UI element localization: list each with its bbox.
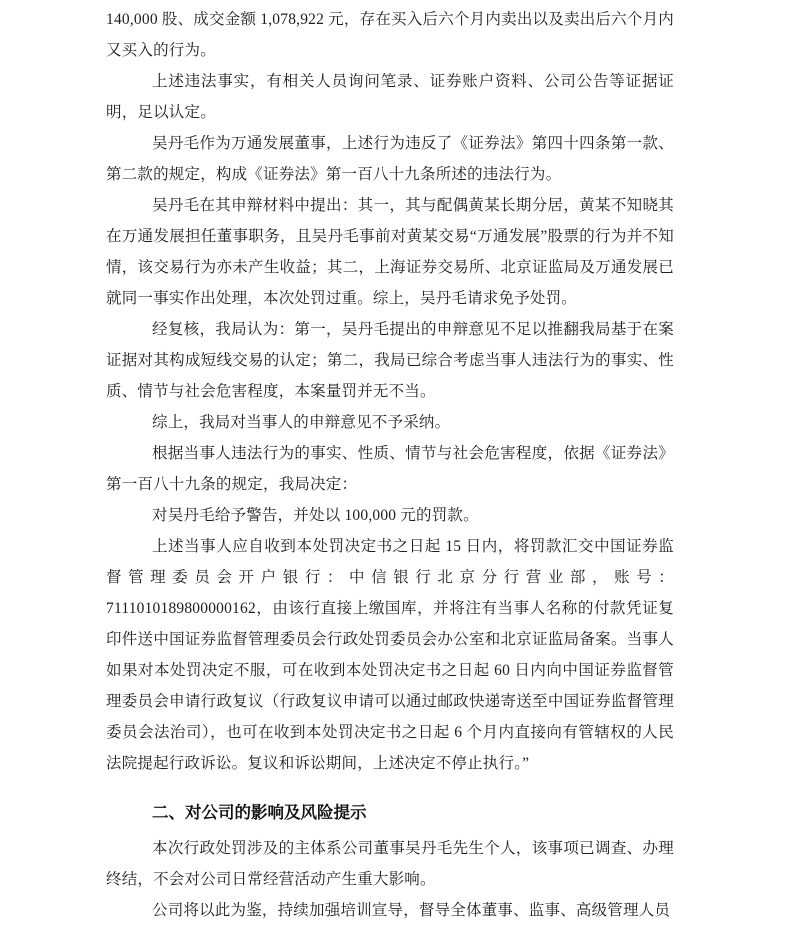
para-violation-statement: 吴丹毛作为万通发展董事，上述行为违反了《证券法》第四十四条第一款、第二款的规定，构成《证券法》第一百八十九条所述的违法行为。 bbox=[106, 135, 674, 183]
para-remediation-statement: 公司将以此为鉴，持续加强培训宣导，督导全体董事、监事、高级管理人员 bbox=[152, 902, 671, 919]
para-defense-arguments: 吴丹毛在其申辩材料中提出：其一，其与配偶黄某长期分居，黄某不知晓其在万通发展担任董事职务，且吴丹毛事前对黄某交易“万通发展”股票的行为并不知情，该交易行为亦未产生收益；其二，上海证券交易所、北京证监局及万通发展已就同一事实作出处理，本次处罚过重。综上，吴丹毛请求免予处罚。 bbox=[106, 197, 674, 307]
section-heading-company-impact: 二、对公司的影响及风险提示 bbox=[152, 804, 367, 822]
para-penalty-decision: 对吴丹毛给予警告，并处以 100,000 元的罚款。 bbox=[152, 507, 479, 524]
para-trade-amount-continuation: 140,000 股、成交金额 1,078,922 元，存在买入后六个月内卖出以及卖出后六个月内又买入的行为。 bbox=[106, 11, 674, 59]
para-payment-and-appeal-instructions: 上述当事人应自收到本处罚决定书之日起 15 日内，将罚款汇交中国证券监督管理委员会开户银行：中信银行北京分行营业部，账号：7111010189800000162，由该行直接上缴国库，并将注有当事人名称的付款凭证复印件送中国证券监督管理委员会行政处罚委员会办公室和北京证监局备案。当事人如果对本处罚决定不服，可在收到本处罚决定书之日起 60 日内向中国证券监督管理委员会申请行政复议（行政复议申请可以通过邮政快递寄送至中国证券监督管理委员会法治司），也可在收到本处罚决定书之日起 6 个月内直接向有管辖权的人民法院提起行政诉讼。复议和诉讼期间，上述决定不停止执行。” bbox=[106, 538, 674, 772]
para-impact-statement: 本次行政处罚涉及的主体系公司董事吴丹毛先生个人，该事项已调查、办理终结，不会对公司日常经营活动产生重大影响。 bbox=[106, 840, 674, 888]
para-decision-basis: 根据当事人违法行为的事实、性质、情节与社会危害程度，依据《证券法》第一百八十九条的规定，我局决定： bbox=[106, 445, 674, 493]
para-review-findings: 经复核，我局认为：第一，吴丹毛提出的申辩意见不足以推翻我局基于在案证据对其构成短线交易的认定；第二，我局已综合考虑当事人违法行为的事实、性质、情节与社会危害程度，本案量罚并无不当。 bbox=[106, 321, 674, 400]
para-defense-rejected: 综上，我局对当事人的申辩意见不予采纳。 bbox=[152, 414, 451, 431]
para-evidence-statement: 上述违法事实，有相关人员询问笔录、证券账户资料、公司公告等证据证明，足以认定。 bbox=[106, 73, 674, 121]
